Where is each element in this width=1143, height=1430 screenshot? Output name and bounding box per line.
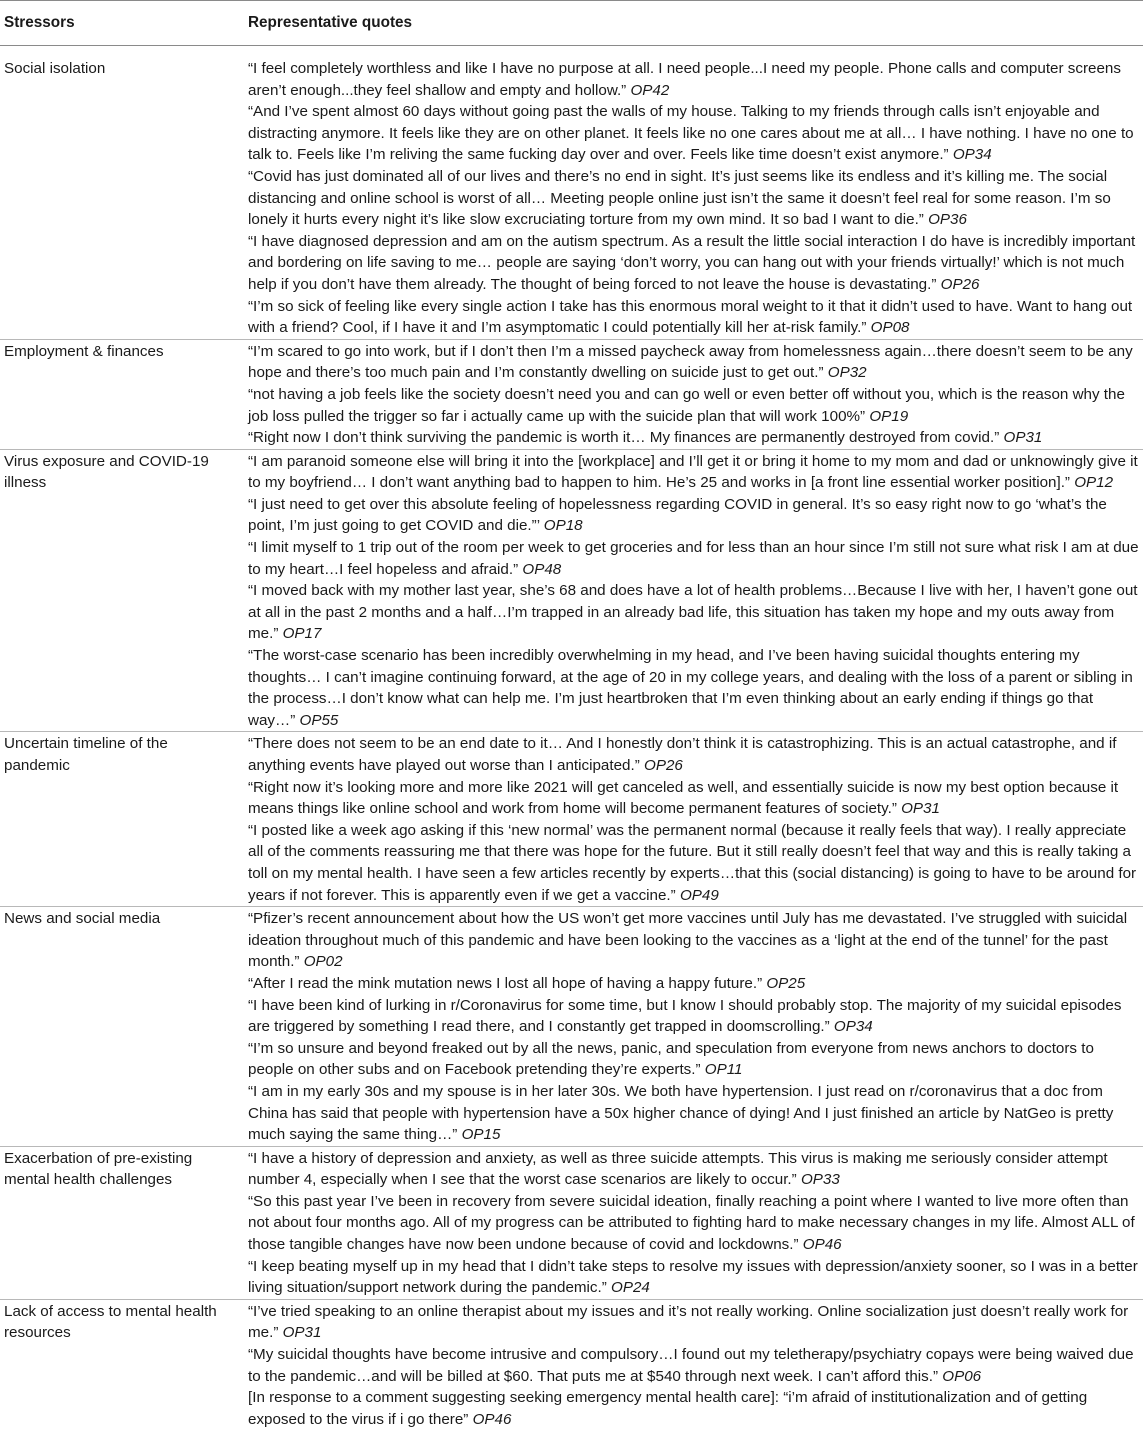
quote-item: [248, 1148, 1141, 1191]
stressor-cell: Uncertain timeline of the pandemic: [0, 732, 248, 907]
table-row: [0, 46, 1143, 340]
participant-code: OP33: [801, 1171, 840, 1188]
quote-text: “I have diagnosed depression and am on the autism spectrum. As a result the little social interaction I do have is incredibly important and bordering on life saving to me… people are saying ‘don’t worry, you can hang out with your friends virtually!’ which is not much help if you don’t have them already. The thought of being forced to not leave the house is devastating.”: [248, 233, 1135, 293]
quote-text: “I limit myself to 1 trip out of the room per week to get groceries and for less than an hour since I’m still not sure what risk I am at due to my heart…I feel hopeless and afraid.”: [248, 539, 1139, 578]
quote-text: “I keep beating myself up in my head that I didn’t take steps to resolve my issues with depression/anxiety sooner, so I was in a better living situation/support network during the pandemic.”: [248, 1258, 1138, 1297]
participant-code: OP46: [473, 1411, 512, 1428]
participant-code: OP42: [630, 82, 669, 99]
quote-text: “So this past year I’ve been in recovery from severe suicidal ideation, finally reaching a point where I wanted to live more often than not about four months ago. All of my progress can be attributed to fighting hard to make necessary changes in my life. Almost ALL of those tangible changes have now been undone because of covid and lockdowns.”: [248, 1193, 1135, 1253]
stressor-cell: News and social media: [0, 907, 248, 1147]
quote-text: “I’m so sick of feeling like every single action I take has this enormous moral weight to it that it didn’t used to have. Want to hang out with a friend? Cool, if I have it and I’m asymptomatic I could potentially kill her at-risk family.”: [248, 298, 1132, 337]
participant-code: OP32: [828, 364, 867, 381]
table-row: [0, 1299, 1143, 1430]
quote-item: [248, 1081, 1141, 1146]
participant-code: OP11: [705, 1061, 743, 1078]
quotes-cell: [248, 907, 1143, 1147]
quotes-cell: [248, 1146, 1143, 1299]
participant-code: OP48: [522, 561, 561, 578]
quote-item: [248, 427, 1141, 449]
participant-code: OP26: [941, 276, 980, 293]
participant-code: OP26: [644, 757, 683, 774]
table-row: [0, 907, 1143, 1147]
quote-item: [248, 341, 1141, 384]
quote-item: [248, 1301, 1141, 1344]
quote-text: “I’m scared to go into work, but if I don’t then I’m a missed paycheck away from homelessness again…there doesn’t seem to be any hope and there’s too much pain and I’m constantly dwelling on suicide just to get out.”: [248, 343, 1133, 382]
header-row: [0, 1, 1143, 46]
quotes-cell: [248, 339, 1143, 449]
quote-item: [248, 580, 1141, 645]
participant-code: OP06: [942, 1368, 981, 1385]
quotes-cell: [248, 46, 1143, 340]
quotes-cell: [248, 732, 1143, 907]
quote-text: “I have a history of depression and anxiety, as well as three suicide attempts. This virus is making me seriously consider attempt number 4, especially when I see that the worst case scenarios are likely to occur.”: [248, 1150, 1108, 1189]
participant-code: OP49: [680, 887, 719, 904]
quote-item: [248, 494, 1141, 537]
quote-text: “Covid has just dominated all of our lives and there’s no end in sight. It’s just seems like its endless and it’s killing me. The social distancing and online school is worst of all… Meeting people online just isn’t the same it doesn’t feel real for some reason. I’m so lonely it hurts every night it’s like slow excruciating torture from my own mind. It so bad I want to die.”: [248, 168, 1111, 228]
quotes-cell: [248, 449, 1143, 732]
quote-item: [248, 820, 1141, 906]
quote-item: [248, 777, 1141, 820]
header-quotes: Representative quotes: [248, 1, 1143, 46]
participant-code: OP34: [953, 146, 992, 163]
quotes-cell: [248, 1299, 1143, 1430]
quote-item: [248, 1191, 1141, 1256]
participant-code: OP31: [901, 800, 940, 817]
quote-item: [248, 733, 1141, 776]
quote-item: [248, 58, 1141, 101]
participant-code: OP12: [1074, 474, 1113, 491]
stressor-cell: Exacerbation of pre-existing mental health challenges: [0, 1146, 248, 1299]
quote-item: [248, 973, 1141, 995]
table-row: [0, 449, 1143, 732]
quote-text: “I posted like a week ago asking if this ‘new normal’ was the permanent normal (because it really feels that way). I really appreciate all of the comments reassuring me that there was hope for the future. But it still really doesn’t feel that way and this is really taking a toll on my mental health. I have seen a few articles recently by experts…that this (social distancing) is going to have to be around for years if not forever. This is apparently even if we get a vaccine.”: [248, 822, 1136, 904]
quote-text: “And I’ve spent almost 60 days without going past the walls of my house. Talking to my friends through calls isn’t enjoyable and distracting anymore. It feels like they are on other planet. It feels like no one cares about me at all… I have nothing. I have no one to talk to. Feels like I’m reliving the same fucking day over and over. Feels like time doesn’t exist anymore.”: [248, 103, 1134, 163]
stressor-cell: Employment & finances: [0, 339, 248, 449]
quote-item: [248, 1256, 1141, 1299]
quote-text: “Right now I don’t think surviving the pandemic is worth it… My finances are permanently destroyed from covid.”: [248, 429, 999, 446]
table-header: [0, 1, 1143, 46]
stressor-cell: Lack of access to mental health resources: [0, 1299, 248, 1430]
participant-code: OP15: [462, 1126, 501, 1143]
quote-text: [In response to a comment suggesting seeking emergency mental health care]: “i’m afraid of institutionalization and of getting exposed to the virus if i go there”: [248, 1389, 1087, 1428]
participant-code: OP18: [544, 517, 583, 534]
quote-item: [248, 1344, 1141, 1387]
quote-text: “Pfizer’s recent announcement about how the US won’t get more vaccines until July has me devastated. I’ve struggled with suicidal ideation throughout much of this pandemic and have been looking to the vaccines as a ‘light at the end of the tunnel’ for the past month.”: [248, 910, 1127, 970]
quote-item: [248, 296, 1141, 339]
quote-text: “not having a job feels like the society doesn’t need you and can go well or even better off without you, which is the reason why the job loss pulled the trigger so far i actually came up with the suicide plan that will work 100%”: [248, 386, 1125, 425]
participant-code: OP25: [766, 975, 805, 992]
quote-text: “I just need to get over this absolute feeling of hopelessness regarding COVID in general. It’s so easy right now to go ‘what’s the point, I’m just going to get COVID and die.”’: [248, 496, 1107, 535]
quote-text: “I’ve tried speaking to an online therapist about my issues and it’s not really working. Online socialization just doesn’t really work for me.”: [248, 1303, 1128, 1342]
participant-code: OP31: [1004, 429, 1043, 446]
participant-code: OP55: [300, 712, 339, 729]
quote-text: “I am paranoid someone else will bring it into the [workplace] and I’ll get it or bring it home to my mom and dad or unknowingly give it to my boyfriend… I don’t want anything bad to happen to him. He’s 25 and works in [a front line essential worker position].”: [248, 453, 1138, 492]
quote-text: “Right now it’s looking more and more like 2021 will get canceled as well, and essentially suicide is now my best option because it means things like online school and work from home will become permanent features of society.”: [248, 779, 1118, 818]
quote-item: [248, 451, 1141, 494]
participant-code: OP36: [928, 211, 967, 228]
quote-text: “I am in my early 30s and my spouse is in her later 30s. We both have hypertension. I just read on r/coronavirus that a doc from China has said that people with hypertension have a 50x higher chance of dying! And I just finished an article by NatGeo is pretty much saying the same thing…”: [248, 1083, 1113, 1143]
quote-text: “My suicidal thoughts have become intrusive and compulsory…I found out my teletherapy/psychiatry copays were being waived due to the pandemic…and will be billed at $60. That puts me at $540 through next week. I can’t afford this.”: [248, 1346, 1134, 1385]
quote-item: [248, 1387, 1141, 1430]
table-row: [0, 732, 1143, 907]
quote-item: [248, 645, 1141, 731]
quote-item: [248, 384, 1141, 427]
participant-code: OP24: [611, 1279, 650, 1296]
quote-item: [248, 1038, 1141, 1081]
quote-text: “I feel completely worthless and like I have no purpose at all. I need people...I need my people. Phone calls and computer screens aren’t enough...they feel shallow and empty and hollow.”: [248, 60, 1121, 99]
quote-item: [248, 908, 1141, 973]
quote-text: “I’m so unsure and beyond freaked out by all the news, panic, and speculation from everyone from news anchors to doctors to people on other subs and on Facebook pretending they’re experts.”: [248, 1040, 1094, 1079]
quote-text: “After I read the mink mutation news I lost all hope of having a happy future.”: [248, 975, 762, 992]
participant-code: OP02: [304, 953, 343, 970]
quote-text: “I moved back with my mother last year, she’s 68 and does have a lot of health problems…Because I live with her, I haven’t gone out at all in the past 2 months and a half…I’m trapped in an already bad life, this situation has taken my hope and my outs away from me.”: [248, 582, 1138, 642]
quote-item: [248, 101, 1141, 166]
quote-item: [248, 231, 1141, 296]
participant-code: OP17: [283, 625, 322, 642]
stressor-cell: Virus exposure and COVID-19 illness: [0, 449, 248, 732]
quote-item: [248, 537, 1141, 580]
quote-text: “I have been kind of lurking in r/Coronavirus for some time, but I know I should probably stop. The majority of my suicidal episodes are triggered by something I read there, and I constantly get trapped in doomscrolling.”: [248, 997, 1121, 1036]
participant-code: OP46: [803, 1236, 842, 1253]
quote-text: “There does not seem to be an end date to it… And I honestly don’t think it is catastrophizing. This is an actual catastrophe, and if anything events have played out worse than I anticipated.”: [248, 735, 1116, 774]
stressor-cell: Social isolation: [0, 46, 248, 340]
table-body: [0, 46, 1143, 1430]
header-stressors: Stressors: [0, 1, 248, 46]
quote-item: [248, 995, 1141, 1038]
participant-code: OP34: [834, 1018, 873, 1035]
participant-code: OP08: [871, 319, 910, 336]
quote-item: [248, 166, 1141, 231]
table-row: [0, 1146, 1143, 1299]
participant-code: OP31: [283, 1324, 322, 1341]
participant-code: OP19: [869, 408, 908, 425]
table-row: [0, 339, 1143, 449]
quote-text: “The worst-case scenario has been incredibly overwhelming in my head, and I’ve been having suicidal thoughts entering my thoughts… I can’t imagine continuing forward, at the age of 20 in my college years, and dealing with the loss of a parent or sibling in the process…I don’t know what can help me. I’m just heartbroken that I’m even thinking about an early ending if things go that way…”: [248, 647, 1133, 729]
